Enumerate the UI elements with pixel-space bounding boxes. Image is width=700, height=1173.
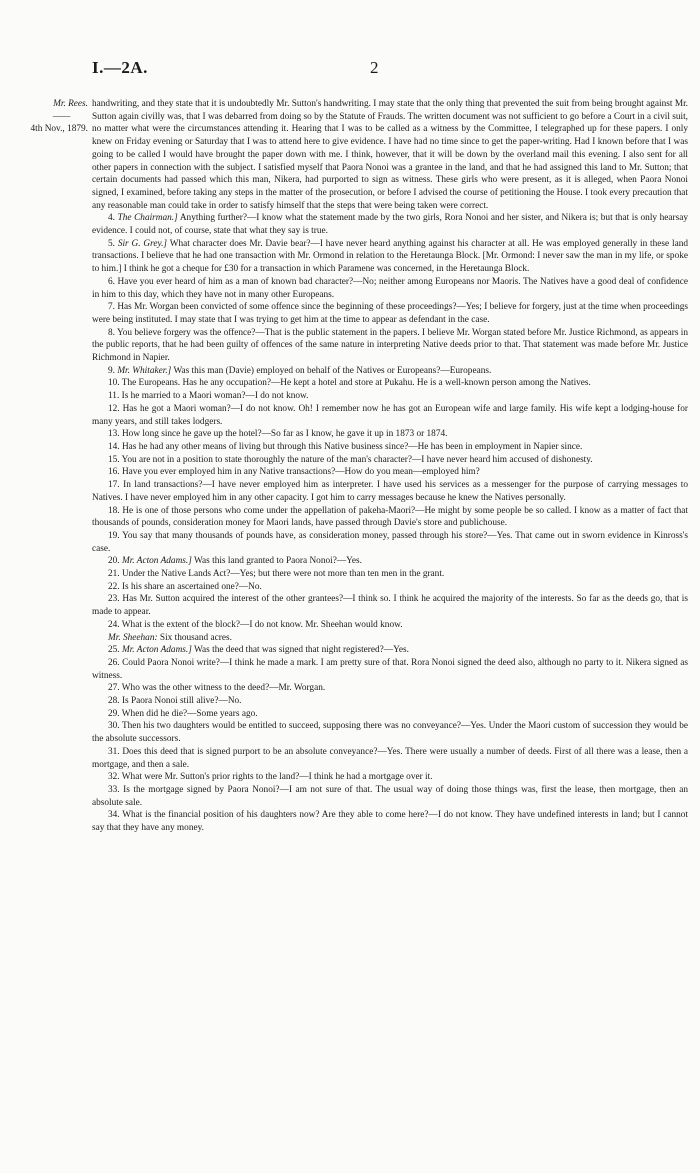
paragraph-text: You believe forgery was the offence?—That is the public statement in the papers. I believe Mr. Worgan stated before Mr. Justice Richmond, as appears in the public reports, that he had been guilty of offences of the same nature in interpreting Native deeds prior to that. That statement was made before Mr. Justice Richmond in Napier.: [92, 327, 688, 364]
evidence-paragraph: [92, 212, 688, 237]
question-number: 14.: [108, 441, 120, 452]
question-number: 33.: [108, 784, 120, 795]
paragraph-text: Does this deed that is signed purport to be an absolute conveyance?—Yes. There were usually a number of deeds. First of all there was a lease, then a mortgage, and then a sale.: [92, 746, 689, 770]
margin-date: 4th Nov., 1879.: [30, 124, 88, 135]
paragraph-text: Six thousand acres.: [159, 632, 232, 643]
evidence-paragraph: [92, 644, 688, 657]
paragraph-text: Has he got a Maori woman?—I do not know. Oh! I remember now he has got an European wife and large family. His wife kept a lodging-house for many years, and still takes lodgers.: [92, 403, 689, 427]
speaker-name: Sir G. Grey.]: [117, 238, 168, 249]
paragraph-text: How long since he gave up the hotel?—So far as I know, he gave it up in 1873 or 1874.: [121, 429, 448, 440]
evidence-text: [92, 98, 688, 835]
evidence-paragraph: [92, 746, 688, 771]
evidence-paragraph: [92, 466, 688, 479]
question-number: 20.: [108, 556, 120, 567]
speaker-name: Mr. Whitaker.]: [117, 365, 172, 376]
speaker-name: Mr. Acton Adams.]: [121, 556, 192, 567]
question-number: 22.: [108, 581, 120, 592]
question-number: 28.: [108, 696, 120, 707]
evidence-paragraph: [92, 428, 688, 441]
paragraph-text: The Europeans. Has he any occupation?—He kept a hotel and store at Pukahu. He is a well-known person among the Natives.: [121, 378, 591, 389]
question-number: 21.: [108, 569, 120, 580]
speaker-name: Mr. Acton Adams.]: [121, 645, 192, 656]
paragraph-text: He is one of those persons who come under the appellation of pakeha-Maori?—He might by some people be so called. I know as a matter of fact that thousands of pounds, consideration money for Maori lands, have passed through Davie's store and publichouse.: [92, 505, 688, 529]
question-number: 7.: [108, 302, 115, 313]
evidence-paragraph: [92, 327, 688, 365]
paragraph-text: Anything further?—I know what the statement made by the two girls, Rora Nonoi and her sister, and Nikera is; but that is only hearsay evidence. I could not, of course, state that what they say is true.: [92, 213, 689, 237]
paragraph-text: Is he married to a Maori woman?—I do not know.: [121, 391, 309, 402]
paragraph-text: Has Mr. Sutton acquired the interest of the other grantees?—I think so. I think he acquired the majority of the interests. So far as the deeds go, that is made to appear.: [92, 594, 688, 618]
margin-note: [16, 98, 88, 136]
evidence-paragraph: [92, 454, 688, 467]
question-number: 8.: [108, 327, 115, 338]
evidence-paragraph: [92, 441, 688, 454]
evidence-paragraph: [92, 98, 688, 212]
question-number: 23.: [108, 594, 120, 605]
evidence-paragraph: [92, 682, 688, 695]
margin-rule: ——: [52, 111, 70, 122]
question-number: 9.: [108, 365, 115, 376]
evidence-paragraph: [92, 771, 688, 784]
evidence-paragraph: [92, 809, 688, 834]
question-number: 11.: [108, 391, 120, 402]
question-number: 13.: [108, 429, 120, 440]
paragraph-text: Then his two daughters would be entitled to succeed, supposing there was no conveyance?—Yes. Under the Maori custom of succession they would be the absolute successors.: [92, 721, 688, 745]
question-number: 5.: [108, 238, 115, 249]
paragraph-text: handwriting, and they state that it is undoubtedly Mr. Sutton's handwriting. I may state that the only thing that prevented the suit from being brought against Mr. Sutton again civilly was, that I was debarred from doing so by the Statute of Frauds. The written document was not sufficient to go before a Court in a civil suit, no matter what were the circumstances attending it. Hearing that I was to be called as a witness by the Committee, I telegraphed up for these papers. I only knew on Friday evening or Saturday that I was to attend here to give evidence. I have had no time since to get the paper-writing. Had I known before that I was going to be called I would have brought the paper down with me. I think, however, that it will be down by the overland mail this evening. I also sent for all other papers in connection with the subject. I satisfied myself that Paora Nonoi was a grantee in the land, and that he had assigned this land to Mr. Sutton; that certain documents had passed which this man, Nikera, had purported to sign as witness. These girls who were present, as it is alleged, when Paora Nonoi signed, I examined, before taking any steps in the matter of the prosecution, or before I advised the course of petitioning the House. I took every precaution that any reasonable man could take in order to satisfy himself that the steps that were being taken were correct.: [92, 99, 688, 211]
paragraph-text: What were Mr. Sutton's prior rights to the land?—I think he had a mortgage over it.: [121, 772, 433, 783]
question-number: 10.: [108, 378, 120, 389]
paragraph-text: Who was the other witness to the deed?—Mr. Worgan.: [121, 683, 326, 694]
question-number: 15.: [108, 454, 120, 465]
paragraph-text: In land transactions?—I have never employed him as interpreter. I have used his services as a messenger for the purpose of carrying messages to Natives. I have never employed him in any other capacity. I got him to carry messages because he knew the Natives personally.: [92, 480, 688, 503]
evidence-paragraph: [92, 530, 688, 555]
question-number: 30.: [108, 721, 120, 732]
paragraph-text: Have you ever heard of him as a man of known bad character?—No; neither among Europeans nor Maoris. The Natives have a good deal of confidence in him to this day, which they have not in many other Europeans.: [92, 276, 688, 300]
document-reference: I.—2A.: [92, 58, 148, 77]
evidence-paragraph: [92, 301, 688, 326]
evidence-paragraph: [92, 479, 688, 504]
evidence-paragraph: [92, 365, 688, 378]
paragraph-text: Was this man (Davie) employed on behalf of the Natives or Europeans?—Europeans.: [173, 365, 492, 376]
evidence-paragraph: [92, 377, 688, 390]
page-header: [92, 58, 612, 82]
question-number: 17.: [108, 480, 120, 491]
evidence-paragraph: [92, 238, 688, 276]
evidence-paragraph: [92, 657, 688, 682]
paragraph-text: Under the Native Lands Act?—Yes; but there were not more than ten men in the grant.: [121, 569, 445, 580]
paragraph-text: Is Paora Nonoi still alive?—No.: [121, 696, 242, 707]
paragraph-text: What is the financial position of his daughters now? Are they able to come here?—I do not know. They have undefined interests in land; but I cannot say that they have any money.: [92, 810, 689, 834]
question-number: 12.: [108, 403, 120, 414]
question-number: 32.: [108, 772, 120, 783]
paragraph-text: Was the deed that was signed that night registered?—Yes.: [194, 645, 409, 656]
evidence-paragraph: [92, 276, 688, 301]
evidence-paragraph: [92, 555, 688, 568]
paragraph-text: Have you ever employed him in any Native transactions?—How do you mean—employed him?: [121, 467, 480, 478]
question-number: 6.: [108, 276, 115, 287]
question-number: 34.: [108, 810, 120, 821]
question-number: 31.: [108, 746, 120, 757]
question-number: 24.: [108, 619, 120, 630]
speaker-name: Mr. Sheehan:: [108, 632, 158, 643]
page-number: 2: [370, 58, 379, 77]
paragraph-text: You say that many thousands of pounds have, as consideration money, passed through his store?—Yes. That came out in sworn evidence in Kinross's case.: [92, 530, 688, 554]
question-number: 25.: [108, 645, 120, 656]
paragraph-text: Has he had any other means of living but through this Native business since?—He has been in employment in Napier since.: [121, 441, 583, 452]
evidence-paragraph: [92, 593, 688, 618]
paragraph-text: Is his share an ascertained one?—No.: [121, 581, 262, 592]
evidence-paragraph: [92, 784, 688, 809]
speaker-name: The Chairman.]: [117, 213, 178, 224]
paragraph-text: What is the extent of the block?—I do not know. Mr. Sheehan would know.: [121, 619, 403, 630]
paragraph-text: When did he die?—Some years ago.: [121, 708, 258, 719]
evidence-paragraph: [92, 708, 688, 721]
question-number: 18.: [108, 505, 120, 516]
question-number: 26.: [108, 657, 120, 668]
paragraph-text: Is the mortgage signed by Paora Nonoi?—I am not sure of that. The usual way of doing those things was, first the lease, then mortgage, then an absolute sale.: [92, 784, 689, 808]
evidence-paragraph: [92, 720, 688, 745]
paragraph-text: Has Mr. Worgan been convicted of some offence since the beginning of these proceedings?—Yes; I believe for forgery, just at the time when proceedings were being instituted. I may state that I was trying to get him at the time to appear as defendant in the case.: [92, 302, 689, 325]
question-number: 19.: [108, 530, 120, 541]
evidence-paragraph: [92, 581, 688, 594]
paragraph-text: You are not in a position to state thoroughly the nature of the man's character?—I have never heard him accused of dishonesty.: [121, 454, 593, 465]
evidence-paragraph: [92, 390, 688, 403]
evidence-paragraph: [92, 619, 688, 632]
question-number: 16.: [108, 467, 120, 478]
evidence-paragraph: [92, 695, 688, 708]
evidence-paragraph: [92, 505, 688, 530]
evidence-paragraph: [92, 632, 688, 645]
paragraph-text: What character does Mr. Davie bear?—I have never heard anything against his character at all. He was employed generally in these land transactions. I believe that he had one transaction with Mr. Ormond in relation to the Heretaunga Block. [Mr. Ormond: I never saw the man in my life, or spoke to him.] I think he got a cheque for £30 for a transaction in which Paramene was concerned, in the Heretaunga Block.: [92, 238, 688, 275]
question-number: 29.: [108, 708, 120, 719]
evidence-paragraph: [92, 403, 688, 428]
margin-witness: Mr. Rees.: [53, 99, 88, 109]
paragraph-text: Was this land granted to Paora Nonoi?—Yes.: [194, 556, 362, 567]
question-number: 4.: [108, 213, 115, 224]
paragraph-text: Could Paora Nonoi write?—I think he made a mark. I am pretty sure of that. Rora Nonoi signed the deed also, although no party to it. Nikera signed as witness.: [92, 657, 689, 681]
evidence-paragraph: [92, 568, 688, 581]
question-number: 27.: [108, 683, 120, 694]
